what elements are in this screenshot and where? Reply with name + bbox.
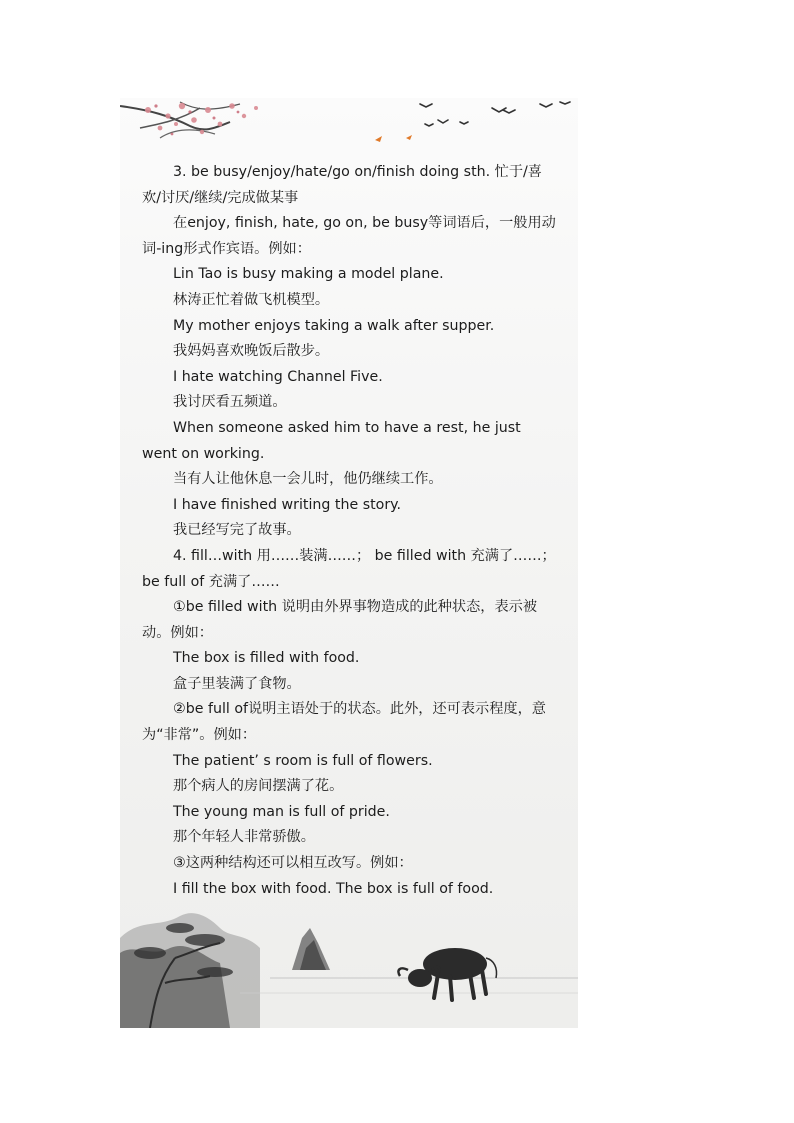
text-line: ②be full of说明主语处于的状态。此外，还可表示程度，意为“非常”。例如： [142, 701, 546, 744]
text-line: Lin Tao is busy making a model plane. [173, 266, 444, 283]
text-line: 我已经写完了故事。 [173, 522, 301, 539]
text-line: 盒子里装满了食物。 [173, 675, 301, 692]
text-line: ①be filled with 说明由外界事物造成的此种状态，表示被动。例如： [142, 599, 538, 641]
text-line: I fill the box with food. The box is full of food. [173, 880, 494, 897]
page-card [120, 98, 578, 1028]
text-line: I have finished writing the story. [173, 496, 402, 513]
text-line: The box is filled with food. [173, 650, 360, 667]
text-line: 我妈妈喜欢晚饭后散步。 [173, 343, 330, 360]
plum-blossom-decoration [120, 98, 578, 158]
text-line: My mother enjoys taking a walk after supper. [173, 317, 495, 334]
text-line: 当有人让他休息一会儿时，他仍继续工作。 [173, 471, 443, 488]
text-line: I hate watching Channel Five. [173, 368, 383, 385]
text-line: The patient’ s room is full of flowers. [173, 752, 433, 769]
text-line: 我讨厌看五频道。 [173, 394, 287, 411]
text-line: 4. fill…with 用……装满……； be filled with 充满了……；be full of 充满了…… [142, 547, 556, 590]
text-line: 林涛正忙着做飞机模型。 [173, 291, 330, 308]
text-line: 3. be busy/enjoy/hate/go on/finish doing sth. 忙于/喜欢/讨厌/继续/完成做某事 [142, 164, 542, 206]
ink-landscape-decoration [120, 898, 578, 1028]
text-line: When someone asked him to have a rest, he just went on working. [142, 419, 521, 462]
water-buffalo-icon [398, 948, 496, 1000]
text-line: 那个病人的房间摆满了花。 [173, 778, 344, 795]
text-line: The young man is full of pride. [173, 803, 390, 820]
text-line: 在enjoy, finish, hate, go on, be busy等词语后，一般用动词-ing形式作宾语。例如： [142, 215, 556, 257]
text-line: 那个年轻人非常骄傲。 [173, 829, 315, 846]
text-line: ③这两种结构还可以相互改写。例如： [173, 855, 413, 872]
document-text [142, 160, 560, 902]
